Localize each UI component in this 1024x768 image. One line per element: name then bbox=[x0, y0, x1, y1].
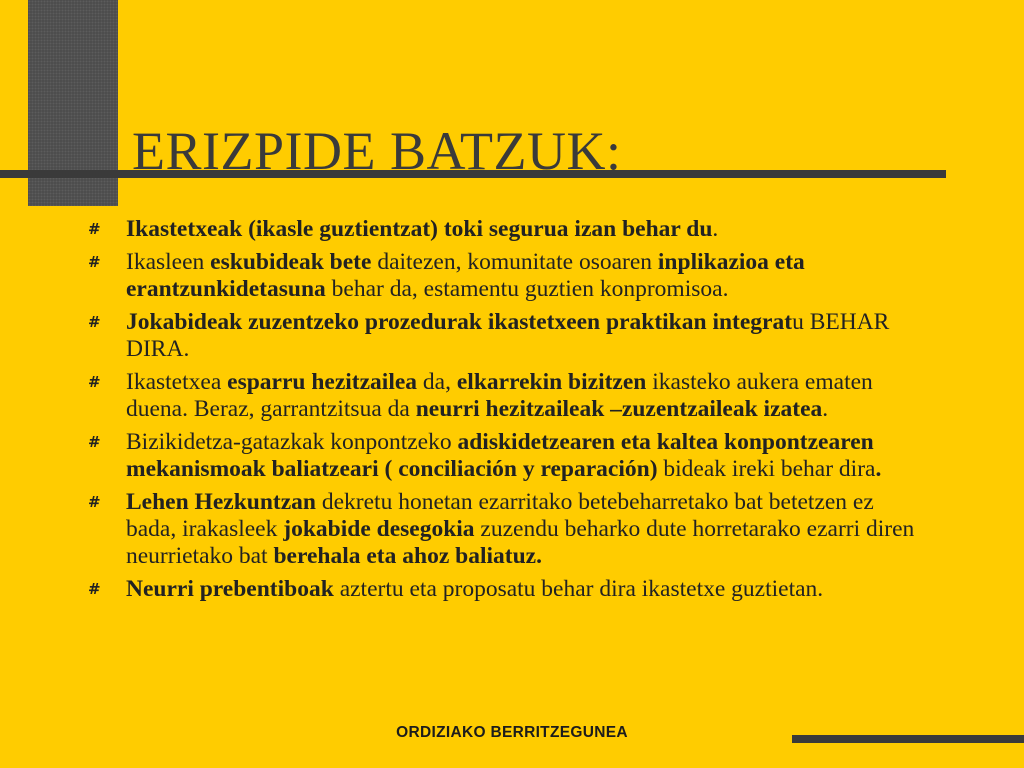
hash-bullet-icon: # bbox=[88, 220, 101, 238]
bullet-text-segment: dekretu honetan ezarritako betebeharretako bat betetzen ez bada, irakasleek bbox=[126, 489, 874, 542]
hash-bullet-icon: # bbox=[88, 373, 101, 391]
bullet-text-segment: berehala eta ahoz baliatuz. bbox=[273, 543, 542, 569]
bullet-item bbox=[88, 576, 918, 603]
bullet-text-segment: . bbox=[822, 396, 829, 422]
bullet-item bbox=[88, 216, 918, 243]
bullet-text-segment: neurri hezitzaileak –zuzentzaileak izatea bbox=[415, 396, 823, 422]
bullet-text-segment: esparru hezitzailea bbox=[227, 369, 418, 395]
bullet-text-segment: Lehen Hezkuntzan bbox=[126, 489, 316, 515]
bullet-text-segment: Neurri prebentiboak bbox=[126, 576, 334, 602]
bullet-text-segment: Ikasleen bbox=[126, 249, 211, 275]
hash-bullet-icon: # bbox=[88, 433, 101, 451]
bullet-text-segment: jokabide desegokia bbox=[283, 516, 475, 542]
bullet-text-segment: aztertu eta proposatu behar dira ikastetxe guztietan. bbox=[333, 576, 824, 602]
hash-bullet-icon: # bbox=[88, 493, 101, 511]
bullet-text-segment: behar da, estamentu guztien konpromisoa. bbox=[325, 276, 729, 302]
bullet-text-segment: da, bbox=[417, 369, 457, 395]
bullet-list bbox=[88, 216, 918, 609]
bullet-text-segment: Ikastetxeak (ikasle guztientzat) toki segurua izan behar du bbox=[126, 216, 713, 242]
bullet-text-segment: Bizikidetza-gatazkak konpontzeko bbox=[126, 429, 458, 455]
bullet-item bbox=[88, 429, 918, 483]
bullet-text-segment: Jokabideak zuzentzeko prozedurak ikastetxeen praktikan integrat bbox=[126, 309, 793, 335]
bullet-text-segment: elkarrekin bizitzen bbox=[456, 369, 647, 395]
bullet-text-segment: ikasteko aukera ematen duena. Beraz, garrantzitsua da bbox=[126, 369, 873, 422]
bullet-item bbox=[88, 309, 918, 363]
bullet-text-segment: Ikastetxea bbox=[126, 369, 228, 395]
bullet-text-segment: . bbox=[875, 456, 882, 482]
bullet-item bbox=[88, 369, 918, 423]
slide-title: ERIZPIDE BATZUK: bbox=[132, 121, 622, 182]
bullet-text-segment: zuzendu beharko dute horretarako ezarri diren neurrietako bat bbox=[126, 516, 915, 569]
bullet-text-segment: bideak ireki behar dira bbox=[657, 456, 876, 482]
bullet-text-segment: u BEHAR DIRA. bbox=[126, 309, 890, 362]
bullet-text-segment: daitezen, komunitate osoaren bbox=[371, 249, 658, 275]
hash-bullet-icon: # bbox=[88, 580, 101, 598]
bullet-text-segment: inplikazioa eta erantzunkidetasuna bbox=[126, 249, 805, 302]
bullet-text-segment: adiskidetzearen eta kaltea konpontzearen mekanismoak baliatzeari ( conciliación y reparación) bbox=[126, 429, 874, 482]
footer-label: ORDIZIAKO BERRITZEGUNEA bbox=[396, 724, 628, 741]
bullet-text-segment: . bbox=[712, 216, 719, 242]
bullet-item bbox=[88, 489, 918, 570]
hash-bullet-icon: # bbox=[88, 313, 101, 331]
bullet-text-segment: eskubideak bete bbox=[210, 249, 372, 275]
bullet-item bbox=[88, 249, 918, 303]
hash-bullet-icon: # bbox=[88, 253, 101, 271]
